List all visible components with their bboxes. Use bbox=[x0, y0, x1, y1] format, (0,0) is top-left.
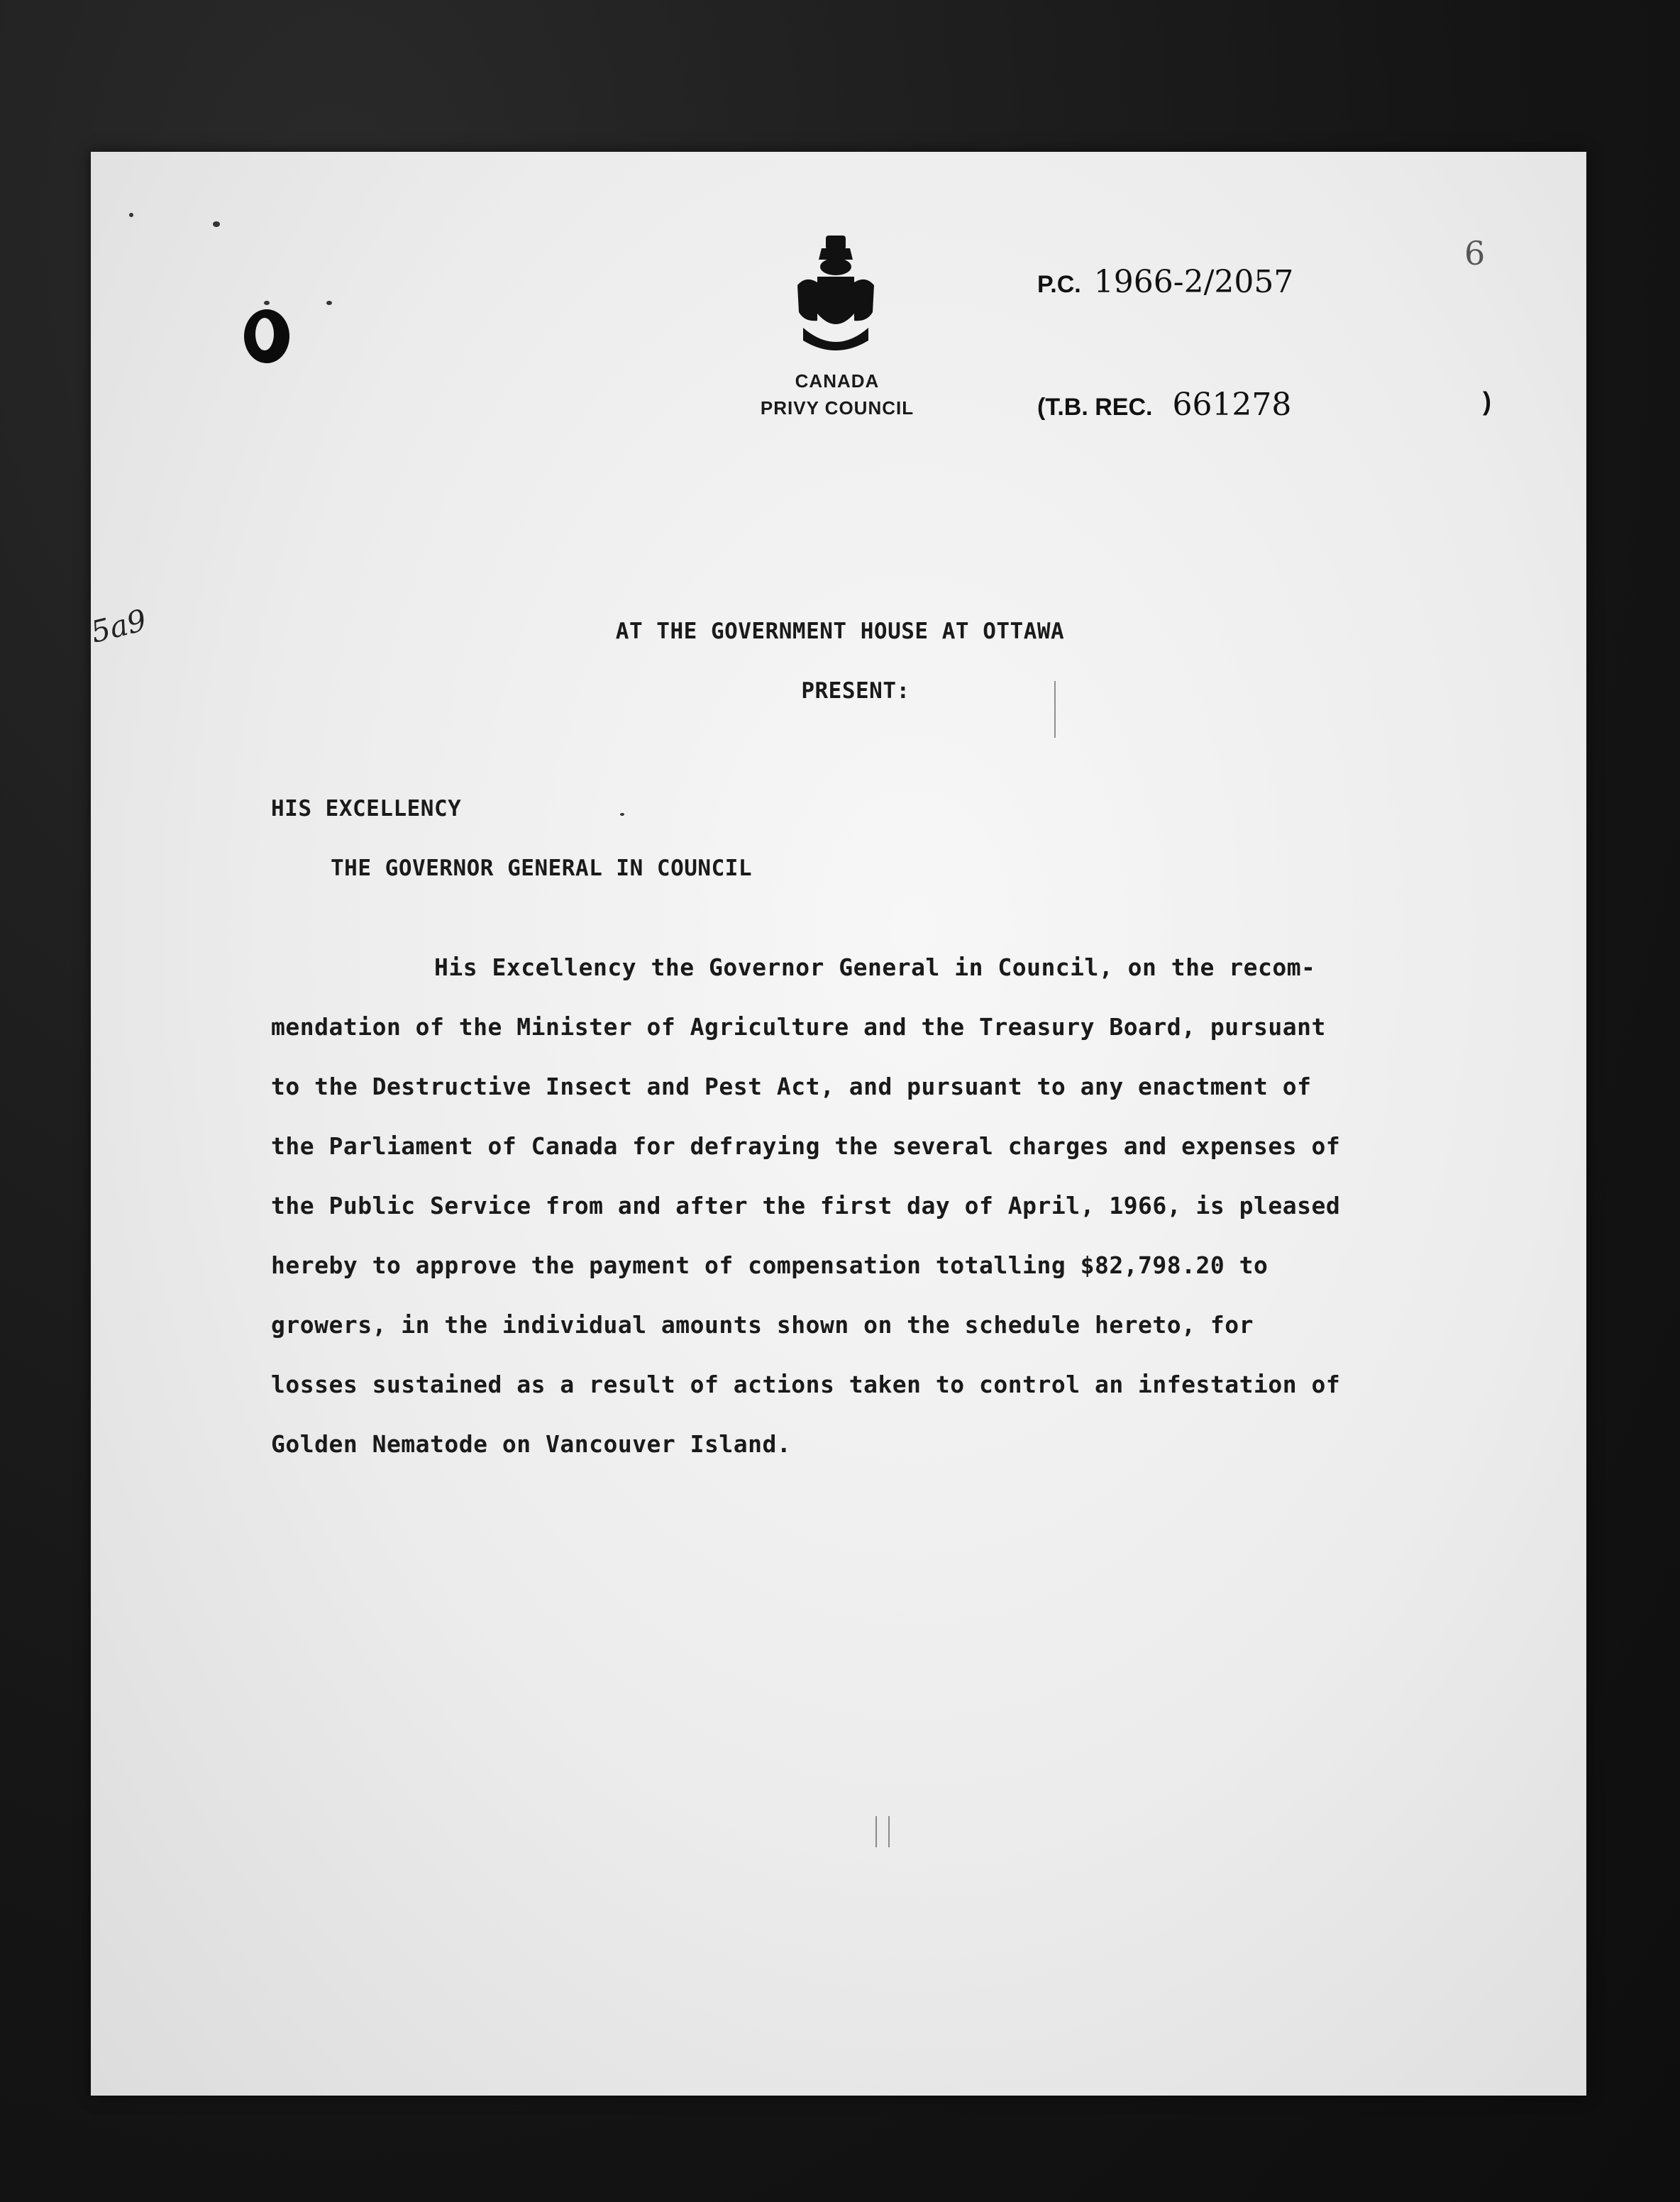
body-line: to the Destructive Insect and Pest Act, and pursuant to any enactment of bbox=[271, 1073, 1312, 1100]
council-country: CANADA bbox=[795, 370, 880, 392]
body-line: losses sustained as a result of actions taken to control an infestation of bbox=[271, 1371, 1341, 1398]
body-line: His Excellency the Governor General in Council, on the recom- bbox=[434, 953, 1316, 981]
pc-reference bbox=[1037, 264, 1293, 300]
scan-scratch bbox=[888, 1816, 890, 1847]
body-line: mendation of the Minister of Agriculture and the Treasury Board, pursuant bbox=[271, 1013, 1326, 1041]
dust-speck bbox=[326, 301, 332, 305]
council-name: PRIVY COUNCIL bbox=[760, 397, 914, 419]
address-line-1: HIS EXCELLENCY bbox=[271, 796, 462, 821]
dust-speck bbox=[264, 301, 270, 305]
dust-speck bbox=[129, 213, 133, 217]
page-number: 6 bbox=[1464, 234, 1486, 272]
body-line: the Public Service from and after the first day of April, 1966, is pleased bbox=[271, 1192, 1341, 1219]
tb-closing-paren: ) bbox=[1483, 387, 1491, 416]
pc-label: P.C. bbox=[1037, 271, 1081, 298]
dust-speck bbox=[213, 221, 220, 227]
tb-reference bbox=[1037, 387, 1291, 423]
dust-speck bbox=[620, 813, 624, 816]
punch-hole bbox=[244, 309, 289, 363]
body-line: the Parliament of Canada for defraying the several charges and expenses of bbox=[271, 1132, 1341, 1160]
handwritten-margin-note: 5a9 bbox=[87, 602, 150, 650]
body-line: hereby to approve the payment of compensation totalling $82,798.20 to bbox=[271, 1251, 1269, 1279]
tb-number: 661278 bbox=[1172, 387, 1292, 423]
pc-number: 1966-2/2057 bbox=[1093, 264, 1294, 300]
body-line: growers, in the individual amounts shown on the schedule hereto, for bbox=[271, 1311, 1254, 1339]
coat-of-arms-icon bbox=[793, 236, 878, 356]
present-heading: PRESENT: bbox=[801, 678, 910, 704]
address-line-2: THE GOVERNOR GENERAL IN COUNCIL bbox=[331, 856, 753, 881]
privy-council-heading bbox=[709, 367, 965, 421]
location-heading: AT THE GOVERNMENT HOUSE AT OTTAWA bbox=[615, 619, 1065, 644]
tb-label: (T.B. REC. bbox=[1037, 394, 1153, 421]
scan-scratch bbox=[875, 1816, 877, 1847]
body-line: Golden Nematode on Vancouver Island. bbox=[271, 1430, 792, 1458]
